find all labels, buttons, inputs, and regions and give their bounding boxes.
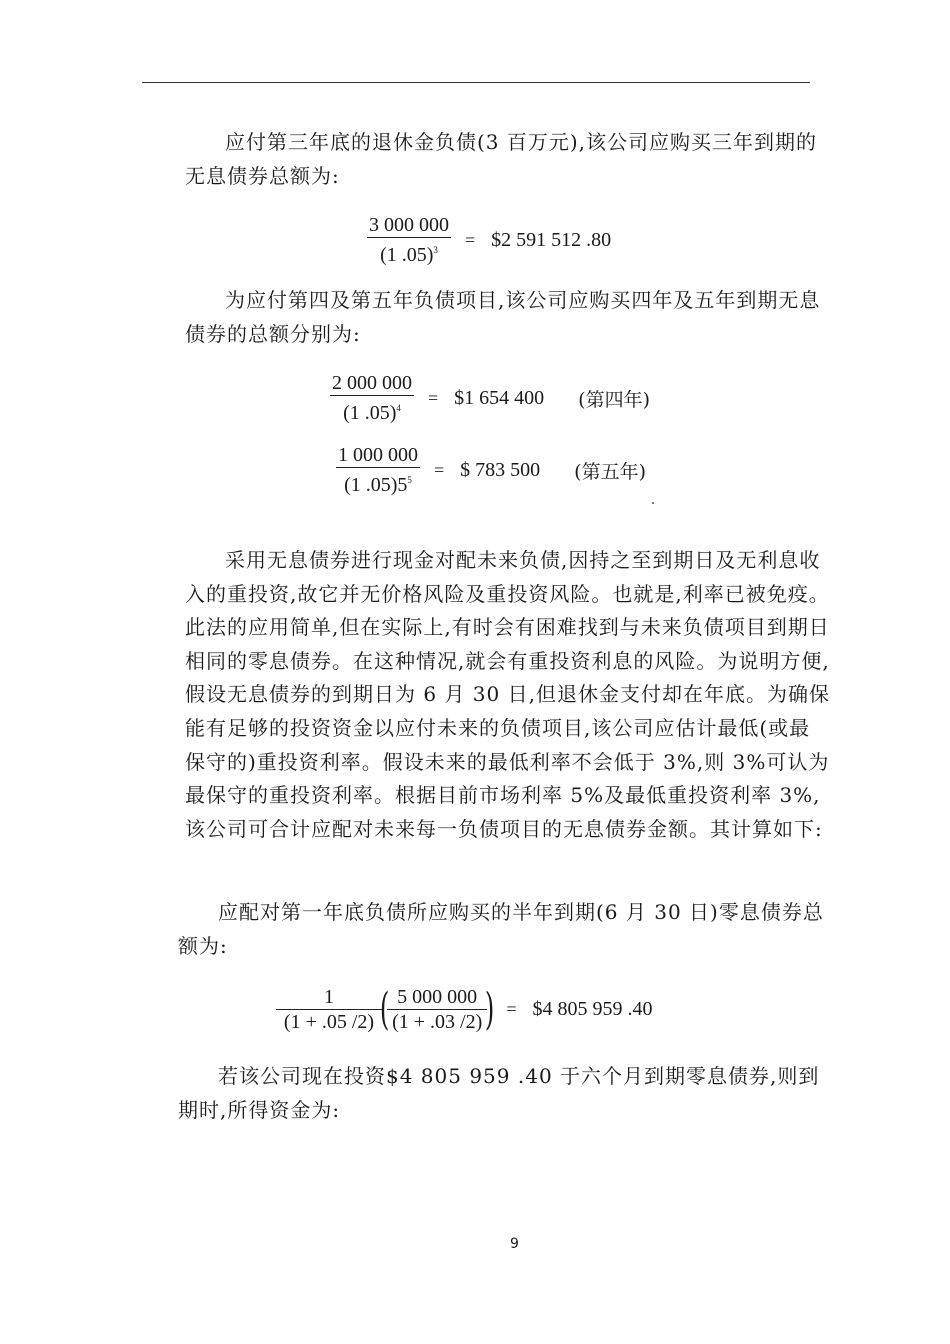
numerator: 3 000 000 [369,214,449,236]
fraction-discount [276,986,382,1033]
paragraph-third-year-liability: 应付第三年底的退休金负债(3 百万元),该公司应购买三年到期的无息债券总额为: [185,130,818,188]
equation-result: $ 783 500 [460,458,541,481]
stray-mark [652,502,654,504]
fraction-liability [387,986,487,1033]
equation-fifth-year [336,444,646,496]
denominator: (1 + .03 /2) [392,1011,483,1033]
page-number: 9 [510,1236,519,1252]
equation-result: $4 805 959 .40 [532,998,653,1020]
paragraph-zero-coupon-matching: 采用无息债券进行现金对配未来负债,因持之至到期日及无利息收入的重投资,故它并无价格风险及重投资风险。也就是,利率已被免疫。此法的应用简单,但在实际上,有时会有困难找到与未来负债项目到期日相同的零息债券。在这种情况,就会有重投资利息的风险。为说明方便,假设无息债券的到期日为 6 月 30 日,但退休金支付却在年底。为确保能有足够的投资资金以应付未来的负债项目,该公司应估计最低(或最保守的)重投资利率。假设未来的最低利率不会低于 3%,则 3%可认为最保守的重投资利率。根据目前市场利率 5%及最低重投资利率 3%,该公司可合计应配对未来每一负债项目的无息债券金额。其计算如下: [185,548,830,841]
equation-result: $2 591 512 .80 [491,228,612,251]
exponent: 4 [396,403,401,413]
denominator [344,468,412,496]
fraction [330,372,414,424]
denominator-base: (1 .05)5 [344,474,408,496]
denominator-base: (1 .05) [343,402,397,424]
equation-third-year [367,214,611,266]
header-rule [142,82,810,83]
equation-note: (第五年) [574,460,646,483]
denominator: (1 + .05 /2) [283,1011,375,1033]
equals-sign: = [465,229,476,250]
left-paren: ( [379,983,390,1035]
numerator: 5 000 000 [387,986,487,1010]
exponent: 5 [407,475,412,485]
equation-result: $1 654 400 [454,386,545,409]
paragraph-investment-proceeds: 若该公司现在投资$4 805 959 .40 于六个月到期零息债券,则到期时,所得资金为: [178,1064,820,1122]
equation-first-year [276,983,653,1035]
right-paren: ) [485,983,495,1035]
numerator: 2 000 000 [332,372,412,394]
numerator: 1 000 000 [338,444,418,466]
equals-sign: = [434,459,445,480]
denominator [343,396,401,424]
equation-note: (第四年) [578,388,650,411]
paragraph-first-year-bond: 应配对第一年底负债所应购买的半年到期(6 月 30 日)零息债券总额为: [178,900,824,958]
fraction [367,214,451,266]
paragraph-fourth-fifth-year: 为应付第四及第五年负债项目,该公司应购买四年及五年到期无息债券的总额分别为: [185,288,821,346]
fraction [336,444,420,496]
exponent: 3 [433,245,438,255]
numerator: 1 [276,986,382,1010]
equation-fourth-year [330,372,650,424]
equals-sign: = [506,999,517,1019]
denominator-base: (1 .05) [380,244,434,266]
denominator [380,238,438,266]
equals-sign: = [428,387,439,408]
